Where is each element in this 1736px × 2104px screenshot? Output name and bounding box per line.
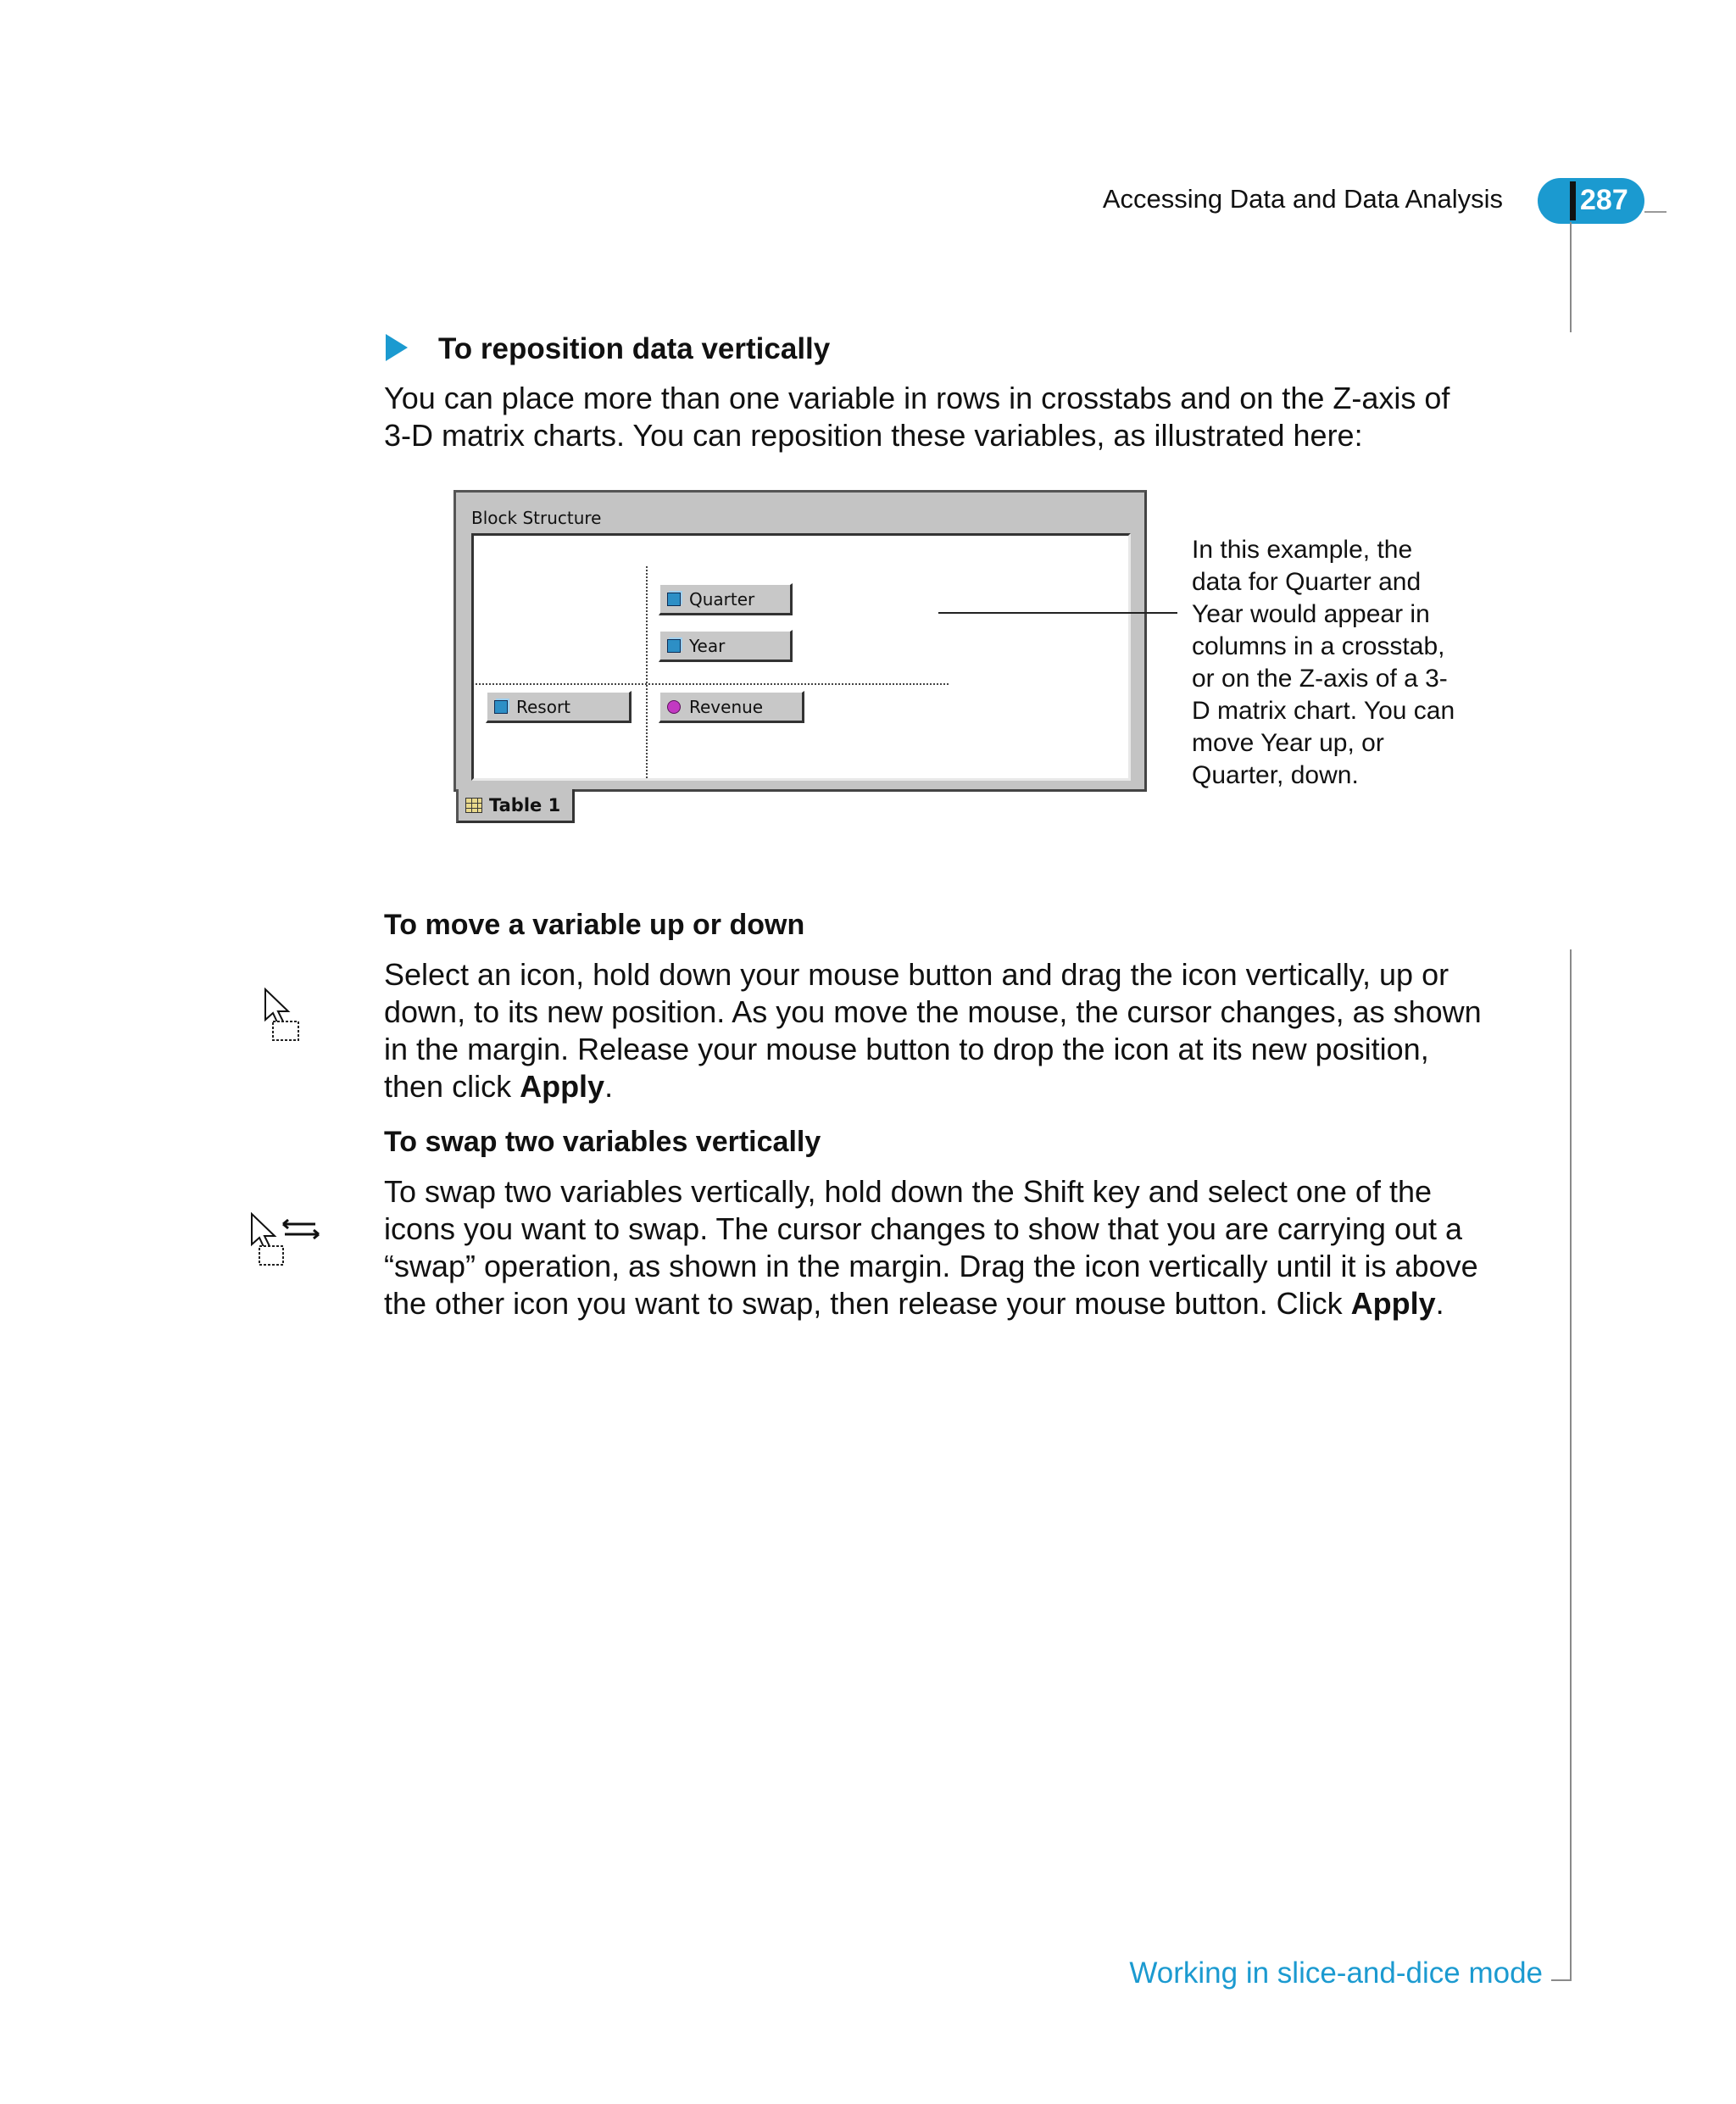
dimension-cube-icon	[494, 700, 508, 714]
move-last-text: then click	[384, 1069, 520, 1104]
footer-rule	[1551, 1979, 1572, 1981]
swap-last-text: the other icon you want to swap, then release your mouse button. Click	[384, 1286, 1351, 1321]
callout-leader-line	[938, 612, 1177, 614]
move-line: in the margin. Release your mouse button to drop the icon at its new position,	[384, 1032, 1429, 1066]
move-last-punct: .	[604, 1069, 614, 1104]
callout-line: Quarter, down.	[1192, 761, 1359, 789]
callout-line: or on the Z-axis of a 3-	[1192, 665, 1448, 693]
intro-line: You can place more than one variable in rows in crosstabs and on the Z-axis of	[384, 381, 1450, 415]
block-structure-window	[453, 490, 1147, 815]
swap-heading: To swap two variables vertically	[384, 1126, 821, 1158]
intro-line: 3-D matrix charts. You can reposition these variables, as illustrated here:	[384, 418, 1363, 453]
field-label: Resort	[516, 696, 571, 717]
field-label: Year	[689, 635, 726, 656]
swap-paragraph	[384, 1173, 1478, 1322]
page-number-badge	[1538, 178, 1644, 224]
swap-line: To swap two variables vertically, hold down the Shift key and select one of the	[384, 1174, 1433, 1209]
swap-line: icons you want to swap. The cursor changes to show that you are carrying out a	[384, 1211, 1463, 1246]
move-paragraph	[384, 956, 1482, 1105]
field-label: Revenue	[689, 696, 764, 717]
intro-paragraph	[384, 380, 1449, 454]
margin-rule-top	[1570, 222, 1572, 332]
horizontal-divider	[476, 683, 949, 685]
move-line: down, to its new position. As you move the mouse, the cursor changes, as shown	[384, 994, 1482, 1029]
field-quarter[interactable]	[659, 583, 793, 615]
callout-line: Year would appear in	[1192, 600, 1430, 628]
tab-label: Table 1	[489, 794, 561, 815]
page-number-bar	[1570, 181, 1576, 220]
margin-rule-bottom	[1570, 949, 1572, 1980]
move-line-last	[384, 1068, 1482, 1105]
tab-table-1[interactable]	[456, 789, 575, 823]
vertical-divider	[646, 566, 648, 778]
field-label: Quarter	[689, 588, 755, 609]
dimension-cube-icon	[667, 639, 681, 653]
section-heading: To reposition data vertically	[438, 332, 831, 365]
callout-line: In this example, the	[1192, 536, 1413, 564]
field-revenue[interactable]	[659, 691, 804, 723]
footer-chapter-title: Working in slice-and-dice mode	[1129, 1956, 1543, 1990]
measure-dot-icon	[667, 700, 681, 714]
running-header: Accessing Data and Data Analysis	[1102, 184, 1503, 214]
move-line: Select an icon, hold down your mouse button and drag the icon vertically, up or	[384, 957, 1449, 992]
block-structure-canvas	[471, 533, 1131, 781]
swap-line: “swap” operation, as shown in the margin. Drag the icon vertically until it is above	[384, 1249, 1478, 1283]
swap-last-punct: .	[1435, 1286, 1444, 1321]
swap-cursor-icon	[249, 1212, 326, 1273]
field-year[interactable]	[659, 630, 793, 662]
field-resort[interactable]	[486, 691, 632, 723]
triangle-bullet-icon	[386, 334, 408, 361]
callout-line: data for Quarter and	[1192, 568, 1422, 596]
figure-callout	[1192, 534, 1455, 792]
page-number: 287	[1580, 184, 1628, 216]
dimension-cube-icon	[667, 593, 681, 606]
swap-line-last	[384, 1285, 1478, 1322]
callout-line: D matrix chart. You can	[1192, 697, 1455, 725]
callout-line: columns in a crosstab,	[1192, 632, 1445, 660]
header-rule	[1644, 211, 1666, 213]
move-cursor-icon	[263, 988, 305, 1047]
apply-emphasis: Apply	[520, 1069, 605, 1104]
window-title: Block Structure	[471, 508, 602, 528]
table-icon	[465, 798, 482, 813]
move-heading: To move a variable up or down	[384, 909, 805, 941]
callout-line: move Year up, or	[1192, 729, 1384, 757]
apply-emphasis: Apply	[1350, 1286, 1436, 1321]
